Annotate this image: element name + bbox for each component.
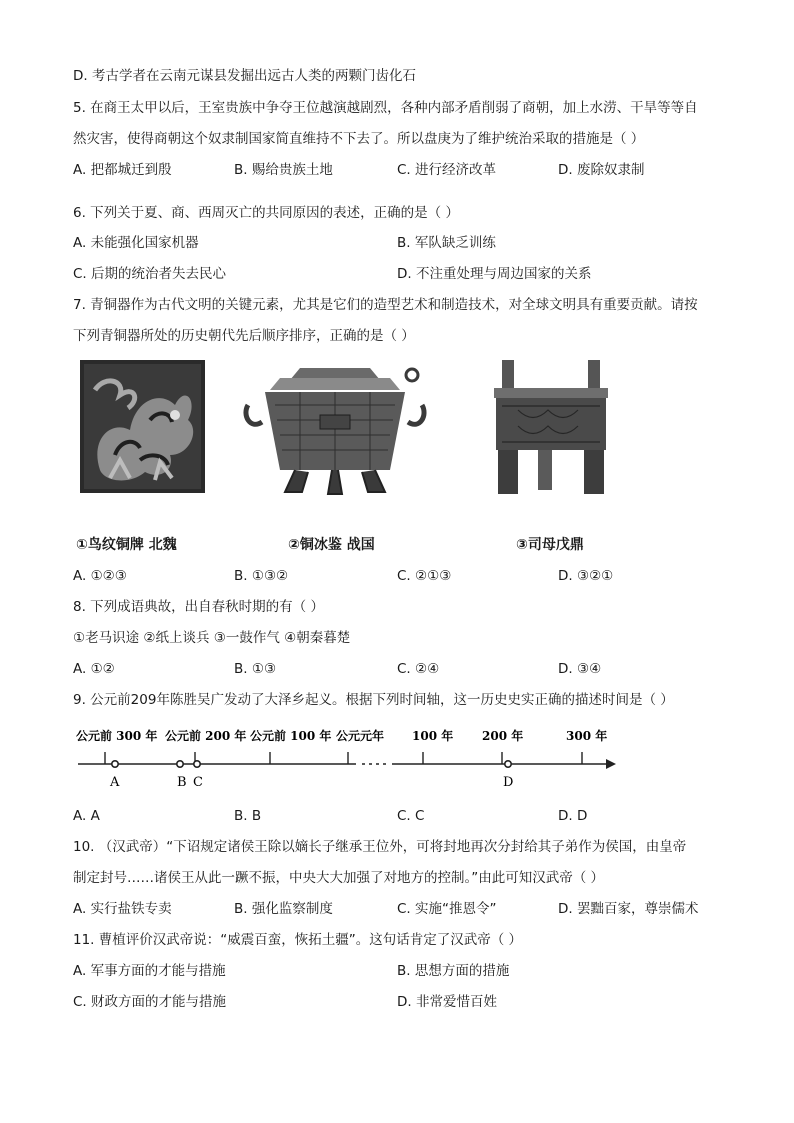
timeline-label-100bc: 公元前 100 年 [250, 729, 332, 743]
timeline-point-b-marker [177, 761, 183, 767]
timeline-point-b-label: B [177, 775, 187, 790]
q6-option-a[interactable]: A. 未能强化国家机器 [73, 235, 199, 251]
q6-option-d[interactable]: D. 不注重处理与周边国家的关系 [397, 266, 592, 282]
q10-stem-line2: 制定封号……诸侯王从此一蹶不振，中央大大加强了对地方的控制。”由此可知汉武帝（ ） [73, 870, 605, 886]
timeline-point-a-label: A [110, 775, 120, 790]
q5-option-b[interactable]: B. 赐给贵族土地 [234, 162, 333, 178]
q5-option-d[interactable]: D. 废除奴隶制 [558, 162, 645, 178]
q9-option-a[interactable]: A. A [73, 808, 100, 824]
timeline-arrow-head [606, 759, 616, 769]
q9-stem: 9. 公元前209年陈胜吴广发动了大泽乡起义。根据下列时间轴，这一历史史实正确的描述时间是（ ） [73, 692, 674, 708]
q7-option-d[interactable]: D. ③②① [558, 568, 614, 584]
simuwu-ding-image [488, 360, 614, 496]
q9-option-c[interactable]: C. C [397, 808, 425, 824]
q5-option-c[interactable]: C. 进行经济改革 [397, 162, 497, 178]
q7-stem-line2: 下列青铜器所处的历史朝代先后顺序排序，正确的是（ ） [73, 328, 415, 344]
timeline-diagram [70, 722, 630, 797]
q9-option-b[interactable]: B. B [234, 808, 262, 824]
timeline-label-300ad: 300 年 [566, 729, 608, 743]
q10-stem-line1: 10. （汉武帝）“下诏规定诸侯王除以嫡长子继承王位外，可将封地再次分封给其子弟作为侯国，由皇帝 [73, 839, 687, 855]
q6-option-c[interactable]: C. 后期的统治者失去民心 [73, 266, 227, 282]
q5-stem-line1: 5. 在商王太甲以后，王室贵族中争夺王位越演越剧烈，各种内部矛盾削弱了商朝，加上水涝、干旱等等自 [73, 100, 698, 116]
q7-option-b[interactable]: B. ①③② [234, 568, 289, 584]
q11-stem: 11. 曹植评价汉武帝说：“威震百蛮，恢拓土疆”。这句话肯定了汉武帝（ ） [73, 932, 523, 948]
q8-option-b[interactable]: B. ①③ [234, 661, 277, 677]
q7-caption-1: ①鸟纹铜牌 北魏 [76, 537, 177, 553]
timeline-point-c-marker [194, 761, 200, 767]
q7-caption-3: ③司母戊鼎 [516, 537, 584, 553]
q8-option-a[interactable]: A. ①② [73, 661, 115, 677]
timeline-point-d-marker [505, 761, 511, 767]
q4-option-d: D. 考古学者在云南元谋县发掘出远古人类的两颗门齿化石 [73, 68, 416, 84]
q5-option-a[interactable]: A. 把都城迁到殷 [73, 162, 172, 178]
q11-option-d[interactable]: D. 非常爱惜百姓 [397, 994, 497, 1010]
bronze-ice-cooler-image [240, 360, 430, 500]
timeline-label-year1: 公元元年 [336, 729, 385, 743]
q11-option-c[interactable]: C. 财政方面的才能与措施 [73, 994, 227, 1010]
q6-option-b[interactable]: B. 军队缺乏训练 [397, 235, 496, 251]
timeline-point-a-marker [112, 761, 118, 767]
q7-option-c[interactable]: C. ②①③ [397, 568, 452, 584]
q7-option-a[interactable]: A. ①②③ [73, 568, 127, 584]
q11-option-b[interactable]: B. 思想方面的措施 [397, 963, 510, 979]
q7-caption-2: ②铜冰鉴 战国 [288, 537, 375, 553]
timeline-label-200bc: 公元前 200 年 [165, 729, 247, 743]
q5-stem-line2: 然灾害，使得商朝这个奴隶制国家简直维持不下去了。所以盘庚为了维护统治采取的措施是（ ） [73, 131, 645, 147]
q6-stem: 6. 下列关于夏、商、西周灭亡的共同原因的表述，正确的是（ ） [73, 205, 459, 221]
q10-option-b[interactable]: B. 强化监察制度 [234, 901, 333, 917]
q10-option-a[interactable]: A. 实行盐铁专卖 [73, 901, 172, 917]
timeline-label-300bc: 公元前 300 年 [76, 729, 158, 743]
timeline-label-100ad: 100 年 [412, 729, 454, 743]
q10-option-d[interactable]: D. 罢黜百家，尊崇儒术 [558, 901, 699, 917]
q8-option-c[interactable]: C. ②④ [397, 661, 440, 677]
timeline-point-c-label: C [193, 775, 203, 790]
q7-stem-line1: 7. 青铜器作为古代文明的关键元素，尤其是它们的造型艺术和制造技术，对全球文明具有重要贡献。请按 [73, 297, 698, 313]
q9-option-d[interactable]: D. D [558, 808, 588, 824]
q8-items: ①老马识途 ②纸上谈兵 ③一鼓作气 ④朝秦暮楚 [73, 630, 351, 646]
bird-pattern-plaque-image [80, 360, 205, 493]
timeline-label-200ad: 200 年 [482, 729, 524, 743]
q8-stem: 8. 下列成语典故，出自春秋时期的有（ ） [73, 599, 324, 615]
q8-option-d[interactable]: D. ③④ [558, 661, 602, 677]
q11-option-a[interactable]: A. 军事方面的才能与措施 [73, 963, 226, 979]
timeline-point-d-label: D [503, 775, 514, 790]
q10-option-c[interactable]: C. 实施“推恩令” [397, 901, 497, 917]
